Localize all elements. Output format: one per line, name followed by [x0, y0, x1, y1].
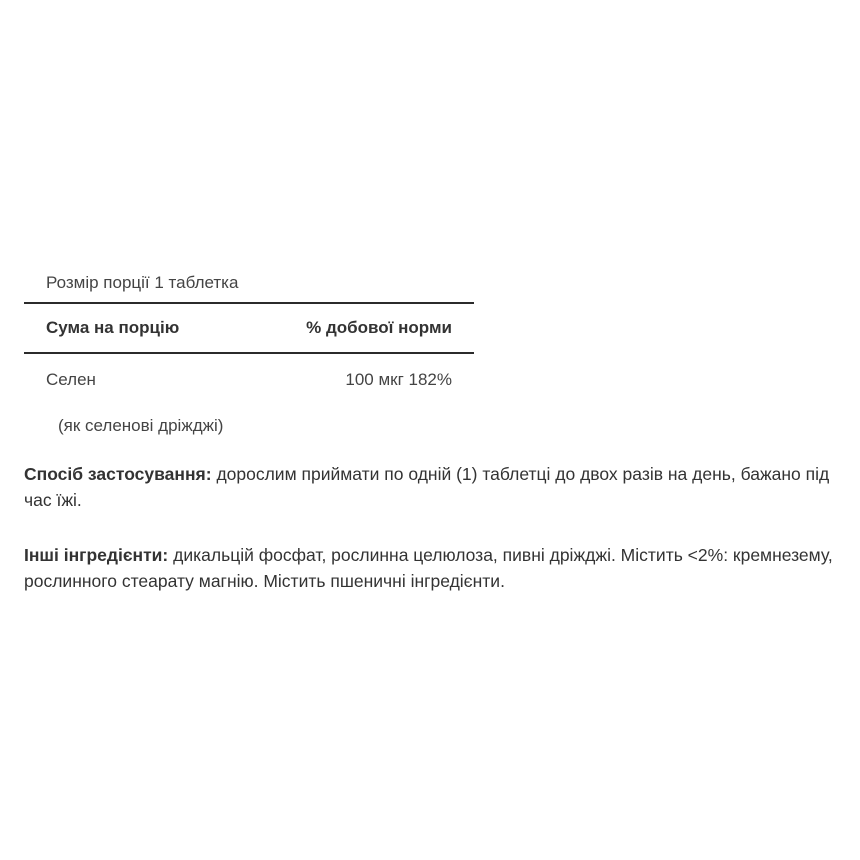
usage-paragraph	[24, 461, 840, 513]
nutrient-name: Селен	[46, 370, 96, 389]
header-daily-value: % добової норми	[306, 318, 452, 337]
nutrient-amount: 100 мкг 182%	[345, 370, 452, 389]
nutrient-source: (як селенові дріжджі)	[58, 416, 224, 435]
table-row	[24, 354, 474, 406]
ingredients-paragraph	[24, 542, 840, 594]
serving-size: Розмір порції 1 таблетка	[46, 273, 239, 292]
header-amount-per-serving: Сума на порцію	[46, 318, 180, 337]
usage-label: Спосіб застосування:	[24, 464, 212, 484]
ingredients-text: дикальцій фосфат, рослинна целюлоза, пивні дріжджі. Містить <2%: кремнезему, рослинного стеарату магнію. Містить пшеничні інгредієнти.	[24, 545, 833, 591]
table-header-row	[24, 304, 474, 352]
usage-text: дорослим приймати по одній (1) таблетці до двох разів на день, бажано під час їжі.	[24, 464, 830, 510]
supplement-facts-table	[24, 264, 474, 446]
ingredients-label: Інші інгредієнти:	[24, 545, 169, 565]
